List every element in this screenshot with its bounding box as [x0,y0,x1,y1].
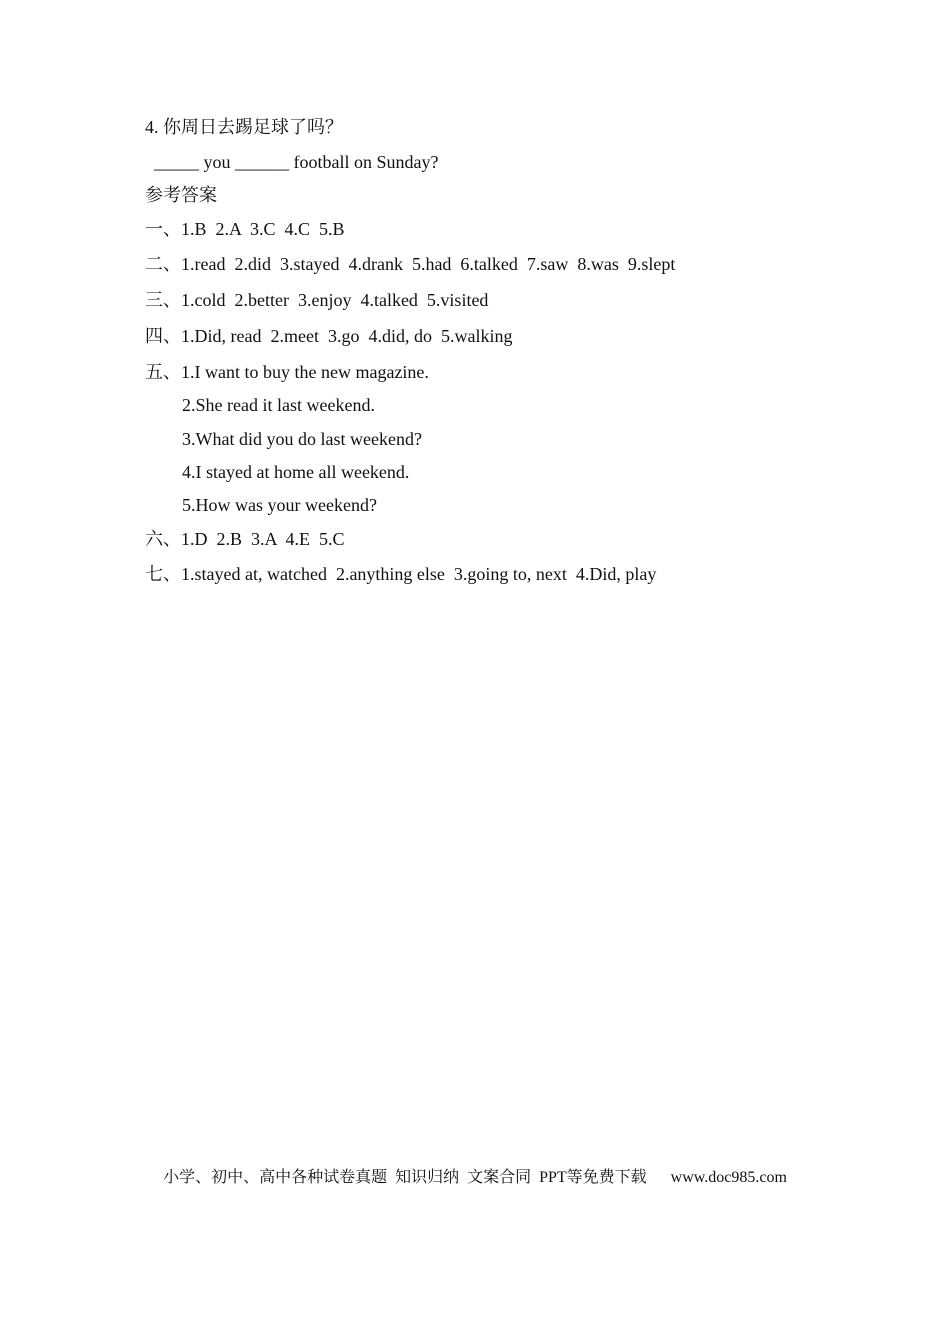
answer-section-5-line-2: 2.She read it last weekend. [182,395,375,415]
question-blank-sentence: _____ you ______ football on Sunday? [145,152,439,172]
answer-section-4: 四、1.Did, read 2.meet 3.go 4.did, do 5.walking [145,326,513,346]
page-footer: 小学、初中、高中各种试卷真题 知识归纳 文案合同 PPT等免费下载 www.doc985.com [163,1169,787,1186]
answers-heading: 参考答案 [145,185,217,205]
question-prompt: 4. 你周日去踢足球了吗？ [145,117,343,137]
answer-section-5-line-5: 5.How was your weekend? [182,495,377,515]
answer-section-2: 二、1.read 2.did 3.stayed 4.drank 5.had 6.talked 7.saw 8.was 9.slept [145,254,676,274]
answer-section-3: 三、1.cold 2.better 3.enjoy 4.talked 5.visited [145,290,489,310]
answer-section-5-line-3: 3.What did you do last weekend? [182,429,422,449]
answer-section-7: 七、1.stayed at, watched 2.anything else 3.going to, next 4.Did, play [145,564,657,584]
answer-section-1: 一、1.B 2.A 3.C 4.C 5.B [145,219,345,239]
answer-section-5-line-4: 4.I stayed at home all weekend. [182,462,410,482]
answer-section-6: 六、1.D 2.B 3.A 4.E 5.C [145,529,345,549]
answer-section-5-line-1: 五、1.I want to buy the new magazine. [145,362,429,382]
